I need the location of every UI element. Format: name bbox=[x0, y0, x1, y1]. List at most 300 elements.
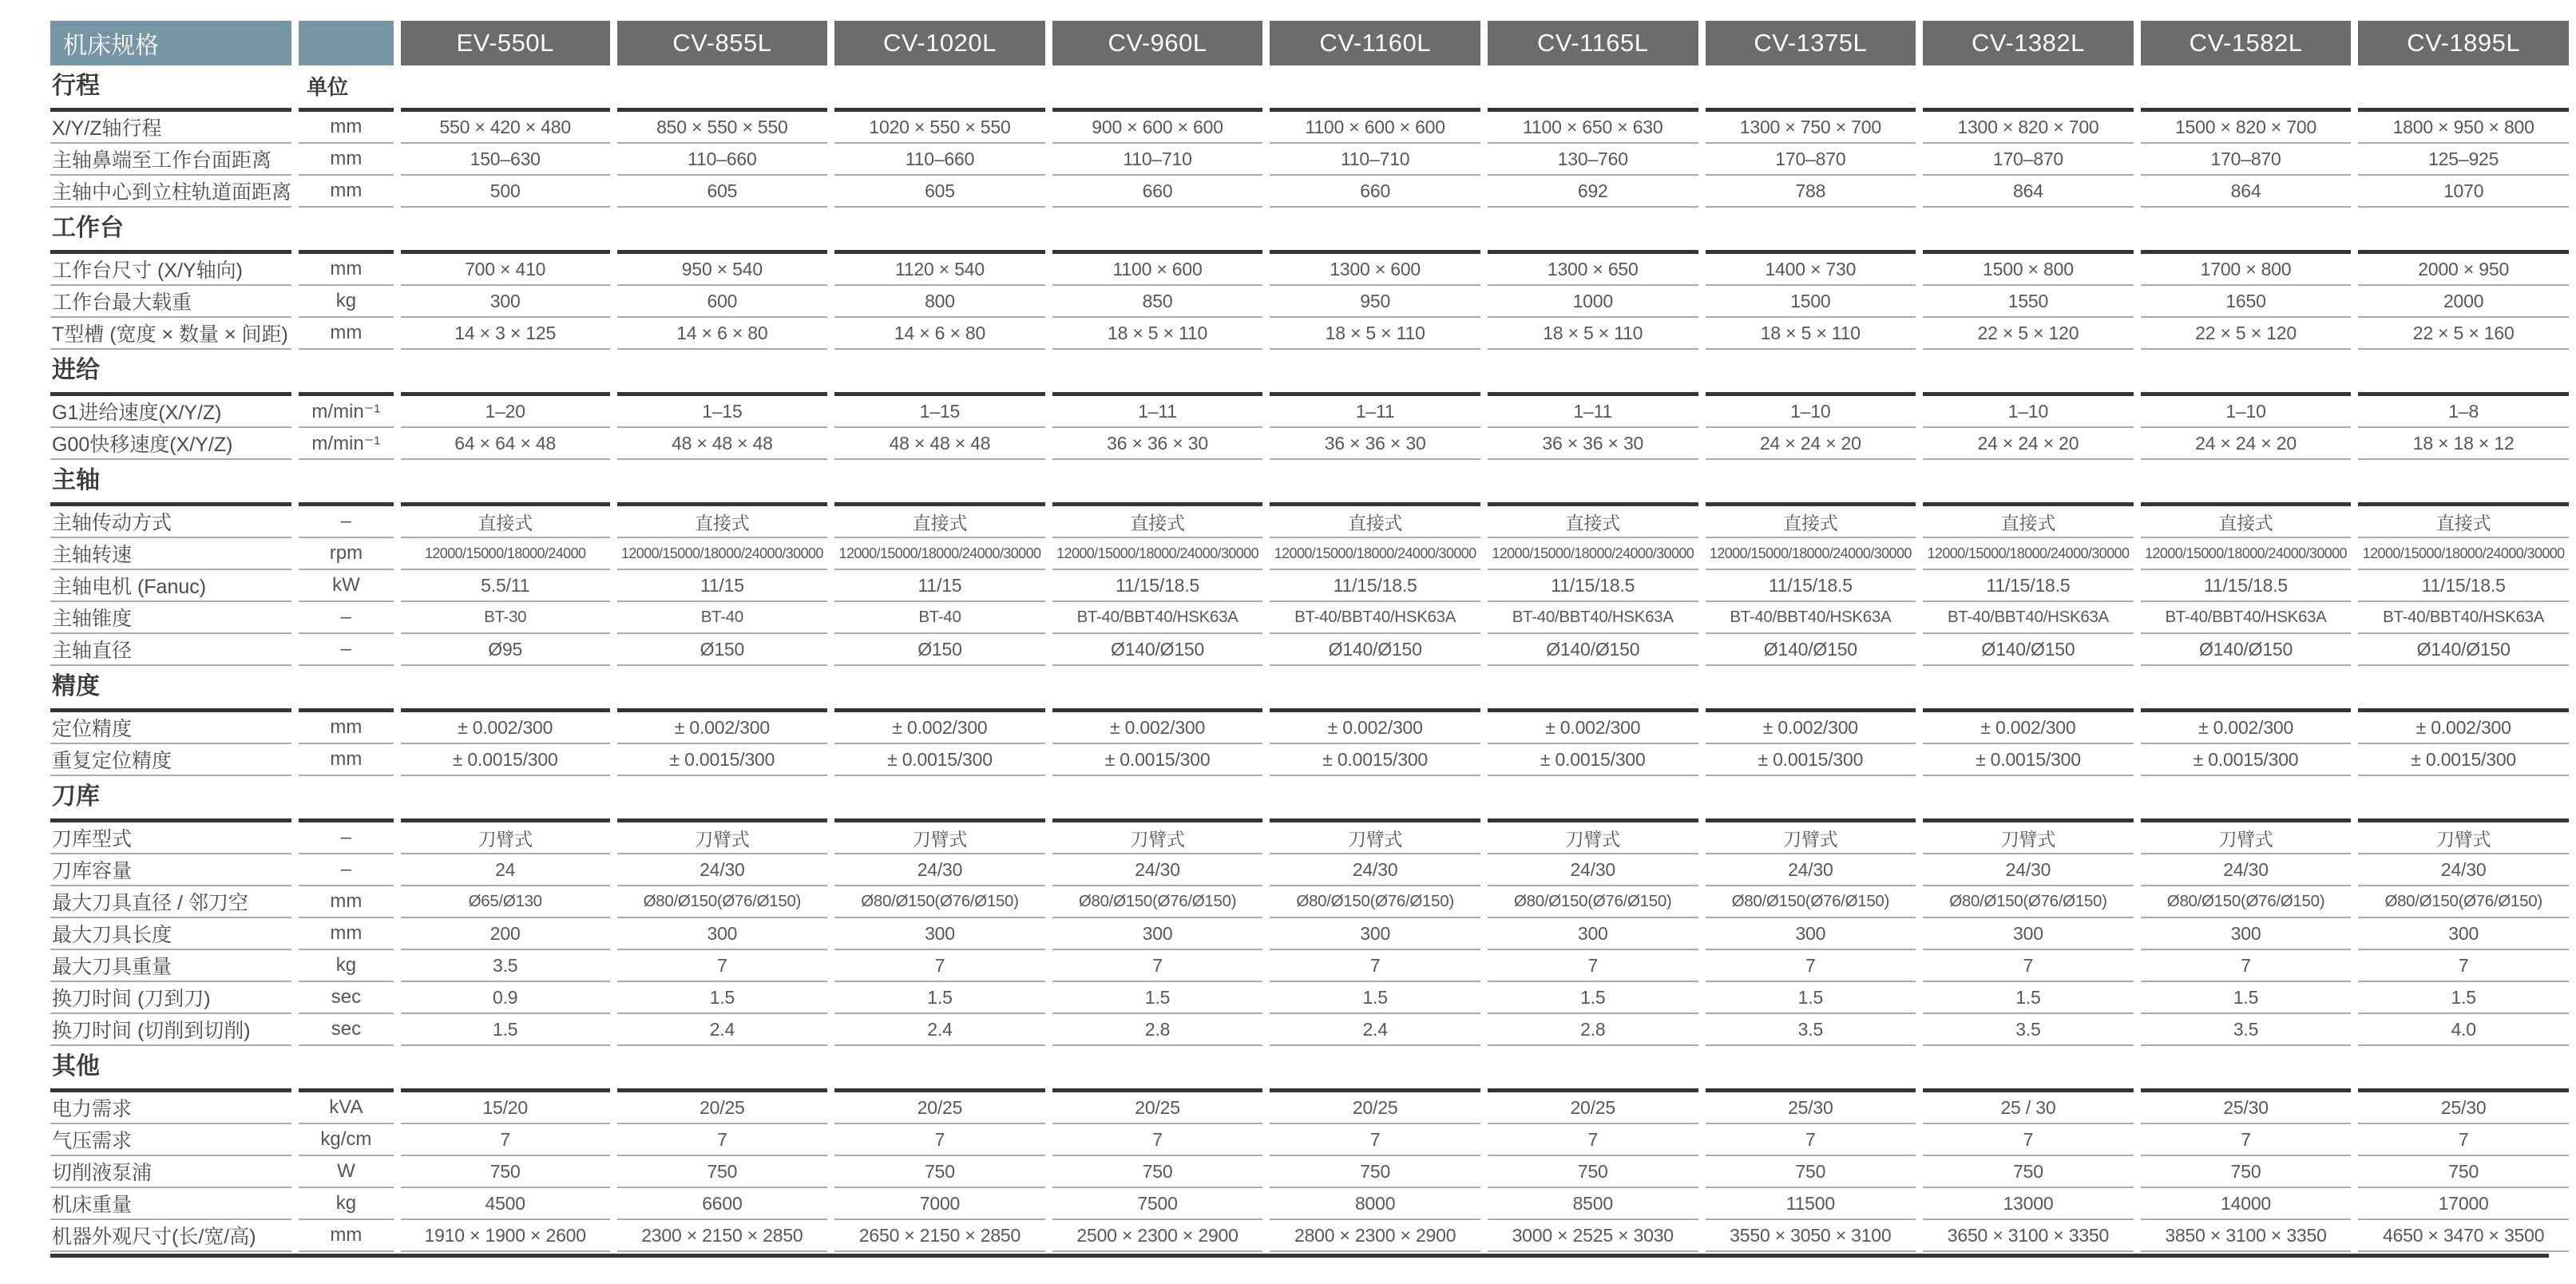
spec-row bbox=[50, 286, 2569, 318]
section bbox=[50, 460, 2569, 666]
spec-value: 110–710 bbox=[1052, 144, 1263, 176]
row-unit: sec bbox=[299, 1014, 394, 1046]
spec-value: 24 bbox=[401, 854, 610, 886]
spec-value: ± 0.002/300 bbox=[2141, 712, 2352, 744]
spec-value: 1120 × 540 bbox=[834, 254, 1045, 286]
section-rule-segment bbox=[401, 1046, 610, 1092]
section-title-row bbox=[50, 65, 2569, 112]
spec-value: 7 bbox=[2141, 950, 2352, 982]
unit-column-header-cell bbox=[299, 21, 394, 65]
spec-value: 12000/15000/18000/24000/30000 bbox=[1488, 538, 1698, 570]
spec-value: 110–660 bbox=[617, 144, 828, 176]
spec-value: 11/15/18.5 bbox=[2141, 570, 2352, 602]
spec-value: 300 bbox=[1488, 918, 1698, 950]
spec-row bbox=[50, 254, 2569, 286]
spec-value: 130–760 bbox=[1488, 144, 1698, 176]
spec-value: 36 × 36 × 30 bbox=[1052, 428, 1263, 460]
spec-value: 660 bbox=[1270, 176, 1480, 208]
spec-value: 11/15 bbox=[834, 570, 1045, 602]
spec-row bbox=[50, 506, 2569, 538]
spec-value: Ø80/Ø150(Ø76/Ø150) bbox=[1923, 886, 2134, 918]
spec-row bbox=[50, 822, 2569, 854]
section-rule-segment bbox=[2358, 666, 2569, 712]
spec-value: 17000 bbox=[2358, 1188, 2569, 1220]
section bbox=[50, 65, 2569, 208]
row-unit: – bbox=[299, 634, 394, 666]
section-rule-segment bbox=[2358, 1046, 2569, 1092]
spec-value: 2.8 bbox=[1488, 1014, 1698, 1046]
row-label: 主轴中心到立柱轨道面距离 bbox=[50, 176, 291, 208]
spec-row bbox=[50, 1092, 2569, 1124]
spec-value: ± 0.0015/300 bbox=[2141, 744, 2352, 776]
spec-row bbox=[50, 950, 2569, 982]
spec-value: 3850 × 3100 × 3350 bbox=[2141, 1220, 2352, 1252]
spec-value: Ø80/Ø150(Ø76/Ø150) bbox=[1270, 886, 1480, 918]
spec-value: 1800 × 950 × 800 bbox=[2358, 112, 2569, 144]
section-title: 精度 bbox=[50, 666, 291, 712]
spec-value: 125–925 bbox=[2358, 144, 2569, 176]
header-row bbox=[50, 21, 2569, 65]
section-rule-segment bbox=[1706, 776, 1916, 822]
spec-value: 300 bbox=[834, 918, 1045, 950]
spec-value: 170–870 bbox=[1706, 144, 1916, 176]
spec-value: 4650 × 3470 × 3500 bbox=[2358, 1220, 2569, 1252]
spec-value: 刀臂式 bbox=[617, 822, 828, 854]
row-unit: kg bbox=[299, 286, 394, 318]
section-rule-segment bbox=[1052, 350, 1263, 396]
spec-value: 2650 × 2150 × 2850 bbox=[834, 1220, 1045, 1252]
spec-value: 1700 × 800 bbox=[2141, 254, 2352, 286]
section-title-row bbox=[50, 776, 2569, 822]
spec-value: 13000 bbox=[1923, 1188, 2134, 1220]
table-bottom-rule bbox=[50, 1254, 2549, 1258]
spec-value: 8500 bbox=[1488, 1188, 1698, 1220]
spec-value: ± 0.0015/300 bbox=[617, 744, 828, 776]
spec-value: Ø140/Ø150 bbox=[1488, 634, 1698, 666]
spec-value: 3.5 bbox=[401, 950, 610, 982]
spec-value: BT-40 bbox=[834, 602, 1045, 634]
spec-value: 864 bbox=[1923, 176, 2134, 208]
spec-value: 直接式 bbox=[2358, 506, 2569, 538]
section-rule-segment bbox=[1706, 1046, 1916, 1092]
spec-value: ± 0.0015/300 bbox=[1488, 744, 1698, 776]
spec-value: 刀臂式 bbox=[1270, 822, 1480, 854]
spec-value: 48 × 48 × 48 bbox=[617, 428, 828, 460]
spec-value: 1.5 bbox=[1706, 982, 1916, 1014]
spec-value: 1–10 bbox=[1923, 396, 2134, 428]
spec-value: 7 bbox=[1052, 950, 1263, 982]
spec-value: 直接式 bbox=[834, 506, 1045, 538]
spec-value: 3.5 bbox=[1923, 1014, 2134, 1046]
spec-value: 24/30 bbox=[834, 854, 1045, 886]
spec-value: 850 bbox=[1052, 286, 1263, 318]
spec-value: 1500 bbox=[1706, 286, 1916, 318]
model-header: EV-550L bbox=[401, 21, 610, 65]
row-unit: m/min⁻¹ bbox=[299, 428, 394, 460]
spec-value: 36 × 36 × 30 bbox=[1270, 428, 1480, 460]
section bbox=[50, 208, 2569, 350]
section-rule-segment bbox=[1923, 460, 2134, 506]
spec-value: 600 bbox=[617, 286, 828, 318]
spec-value: 7 bbox=[2358, 950, 2569, 982]
spec-value: 22 × 5 × 120 bbox=[2141, 318, 2352, 350]
spec-value: 950 × 540 bbox=[617, 254, 828, 286]
row-unit: kg bbox=[299, 1188, 394, 1220]
spec-value: 7500 bbox=[1052, 1188, 1263, 1220]
spec-value: 7 bbox=[1488, 1124, 1698, 1156]
section-rule-segment bbox=[1706, 65, 1916, 112]
spec-value: 110–710 bbox=[1270, 144, 1480, 176]
spec-row bbox=[50, 1124, 2569, 1156]
spec-value: 3550 × 3050 × 3100 bbox=[1706, 1220, 1916, 1252]
section-title-row bbox=[50, 460, 2569, 506]
spec-value: BT-40/BBT40/HSK63A bbox=[1706, 602, 1916, 634]
spec-value: 788 bbox=[1706, 176, 1916, 208]
model-header: CV-1382L bbox=[1923, 21, 2134, 65]
section-rule-segment bbox=[2141, 776, 2352, 822]
row-label: 换刀时间 (刀到刀) bbox=[50, 982, 291, 1014]
spec-value: 刀臂式 bbox=[1488, 822, 1698, 854]
section-rule-segment bbox=[1052, 208, 1263, 254]
spec-value: 1100 × 600 × 600 bbox=[1270, 112, 1480, 144]
spec-value: 1500 × 800 bbox=[1923, 254, 2134, 286]
spec-value: 1–8 bbox=[2358, 396, 2569, 428]
spec-value: 1500 × 820 × 700 bbox=[2141, 112, 2352, 144]
section-rule-segment bbox=[1270, 666, 1480, 712]
spec-value: 1.5 bbox=[1923, 982, 2134, 1014]
spec-row bbox=[50, 602, 2569, 634]
unit-header bbox=[299, 460, 394, 506]
section-rule-segment bbox=[401, 776, 610, 822]
section-rule-segment bbox=[1488, 460, 1698, 506]
spec-row bbox=[50, 854, 2569, 886]
spec-value: 刀臂式 bbox=[401, 822, 610, 854]
unit-header: 单位 bbox=[299, 65, 394, 112]
row-label: 电力需求 bbox=[50, 1092, 291, 1124]
row-label: 定位精度 bbox=[50, 712, 291, 744]
spec-value: 1–10 bbox=[2141, 396, 2352, 428]
spec-value: Ø150 bbox=[834, 634, 1045, 666]
section-rule-segment bbox=[1706, 350, 1916, 396]
spec-value: BT-40/BBT40/HSK63A bbox=[1488, 602, 1698, 634]
spec-value: 18 × 5 × 110 bbox=[1706, 318, 1916, 350]
section-title-row bbox=[50, 666, 2569, 712]
row-label: 主轴直径 bbox=[50, 634, 291, 666]
spec-value: 300 bbox=[617, 918, 828, 950]
spec-value: 300 bbox=[1706, 918, 1916, 950]
spec-value: Ø80/Ø150(Ø76/Ø150) bbox=[2358, 886, 2569, 918]
spec-value: BT-40/BBT40/HSK63A bbox=[1052, 602, 1263, 634]
row-unit: W bbox=[299, 1156, 394, 1188]
spec-value: 750 bbox=[1270, 1156, 1480, 1188]
spec-value: 750 bbox=[1706, 1156, 1916, 1188]
spec-value: 25/30 bbox=[2358, 1092, 2569, 1124]
row-unit: – bbox=[299, 822, 394, 854]
spec-value: 750 bbox=[834, 1156, 1045, 1188]
spec-value: Ø95 bbox=[401, 634, 610, 666]
row-unit: mm bbox=[299, 318, 394, 350]
row-unit: rpm bbox=[299, 538, 394, 570]
spec-value: 1–15 bbox=[617, 396, 828, 428]
section-rule-segment bbox=[834, 1046, 1045, 1092]
section-rule-segment bbox=[834, 350, 1045, 396]
spec-value: 300 bbox=[1052, 918, 1263, 950]
spec-row bbox=[50, 144, 2569, 176]
row-unit: mm bbox=[299, 176, 394, 208]
section-rule-segment bbox=[1052, 65, 1263, 112]
table-title: 机床规格 bbox=[50, 21, 291, 65]
section-rule-segment bbox=[1270, 1046, 1480, 1092]
spec-value: 22 × 5 × 120 bbox=[1923, 318, 2134, 350]
spec-value: 11/15/18.5 bbox=[1052, 570, 1263, 602]
section-title: 进给 bbox=[50, 350, 291, 396]
spec-value: 7 bbox=[1923, 950, 2134, 982]
spec-value: 7 bbox=[2358, 1124, 2569, 1156]
spec-value: 直接式 bbox=[1488, 506, 1698, 538]
spec-value: ± 0.0015/300 bbox=[2358, 744, 2569, 776]
section-rule-segment bbox=[1923, 1046, 2134, 1092]
spec-value: ± 0.0015/300 bbox=[834, 744, 1045, 776]
spec-value: 850 × 550 × 550 bbox=[617, 112, 828, 144]
model-header: CV-960L bbox=[1052, 21, 1263, 65]
spec-row bbox=[50, 744, 2569, 776]
spec-row bbox=[50, 428, 2569, 460]
spec-value: 750 bbox=[401, 1156, 610, 1188]
spec-value: 18 × 18 × 12 bbox=[2358, 428, 2569, 460]
spec-value: 7 bbox=[834, 950, 1045, 982]
row-label: 主轴鼻端至工作台面距离 bbox=[50, 144, 291, 176]
spec-value: Ø140/Ø150 bbox=[1270, 634, 1480, 666]
spec-value: 3650 × 3100 × 3350 bbox=[1923, 1220, 2134, 1252]
spec-value: 0.9 bbox=[401, 982, 610, 1014]
spec-table bbox=[43, 21, 2576, 1252]
row-unit: m/min⁻¹ bbox=[299, 396, 394, 428]
spec-value: 2.4 bbox=[834, 1014, 1045, 1046]
section-rule-segment bbox=[1052, 1046, 1263, 1092]
section-rule-segment bbox=[1488, 776, 1698, 822]
spec-value: 24/30 bbox=[1923, 854, 2134, 886]
row-label: 主轴传动方式 bbox=[50, 506, 291, 538]
section-rule-segment bbox=[1488, 666, 1698, 712]
spec-value: 7 bbox=[2141, 1124, 2352, 1156]
spec-value: 1.5 bbox=[1052, 982, 1263, 1014]
spec-value: 700 × 410 bbox=[401, 254, 610, 286]
section-rule-segment bbox=[2141, 460, 2352, 506]
section-rule-segment bbox=[2141, 208, 2352, 254]
spec-value: 7 bbox=[617, 950, 828, 982]
spec-value: 7 bbox=[1706, 1124, 1916, 1156]
spec-row bbox=[50, 318, 2569, 350]
spec-value: 750 bbox=[617, 1156, 828, 1188]
spec-value: 24 × 24 × 20 bbox=[1923, 428, 2134, 460]
spec-value: 11/15/18.5 bbox=[1923, 570, 2134, 602]
row-label: 主轴锥度 bbox=[50, 602, 291, 634]
spec-value: 6600 bbox=[617, 1188, 828, 1220]
section-rule-segment bbox=[2141, 65, 2352, 112]
spec-value: 1.5 bbox=[617, 982, 828, 1014]
spec-row bbox=[50, 634, 2569, 666]
row-label: 重复定位精度 bbox=[50, 744, 291, 776]
section-rule-segment bbox=[617, 1046, 828, 1092]
section-rule-segment bbox=[2141, 666, 2352, 712]
spec-value: 14000 bbox=[2141, 1188, 2352, 1220]
spec-value: ± 0.002/300 bbox=[1052, 712, 1263, 744]
spec-value: 11/15 bbox=[617, 570, 828, 602]
spec-value: 950 bbox=[1270, 286, 1480, 318]
row-unit: mm bbox=[299, 112, 394, 144]
row-label: 最大刀具长度 bbox=[50, 918, 291, 950]
spec-row bbox=[50, 538, 2569, 570]
spec-value: 3000 × 2525 × 3030 bbox=[1488, 1220, 1698, 1252]
spec-value: 12000/15000/18000/24000/30000 bbox=[2141, 538, 2352, 570]
section-rule-segment bbox=[834, 460, 1045, 506]
spec-value: 750 bbox=[1923, 1156, 2134, 1188]
unit-header bbox=[299, 776, 394, 822]
row-label: 刀库容量 bbox=[50, 854, 291, 886]
section-rule-segment bbox=[401, 666, 610, 712]
spec-value: Ø80/Ø150(Ø76/Ø150) bbox=[617, 886, 828, 918]
spec-value: 1–11 bbox=[1052, 396, 1263, 428]
section-rule-segment bbox=[1706, 208, 1916, 254]
spec-value: 14 × 6 × 80 bbox=[617, 318, 828, 350]
spec-value: Ø140/Ø150 bbox=[1923, 634, 2134, 666]
model-header: CV-1020L bbox=[834, 21, 1045, 65]
spec-value: 1020 × 550 × 550 bbox=[834, 112, 1045, 144]
spec-value: 605 bbox=[617, 176, 828, 208]
unit-header bbox=[299, 1046, 394, 1092]
spec-value: 22 × 5 × 160 bbox=[2358, 318, 2569, 350]
row-label: 机床重量 bbox=[50, 1188, 291, 1220]
spec-value: Ø80/Ø150(Ø76/Ø150) bbox=[1052, 886, 1263, 918]
spec-value: 150–630 bbox=[401, 144, 610, 176]
spec-value: 300 bbox=[2358, 918, 2569, 950]
section-rule-segment bbox=[1488, 1046, 1698, 1092]
spec-value: 直接式 bbox=[2141, 506, 2352, 538]
row-label: G1进给速度(X/Y/Z) bbox=[50, 396, 291, 428]
spec-value: 12000/15000/18000/24000 bbox=[401, 538, 610, 570]
spec-value: 1–11 bbox=[1488, 396, 1698, 428]
model-header: CV-1582L bbox=[2141, 21, 2352, 65]
spec-value: 2500 × 2300 × 2900 bbox=[1052, 1220, 1263, 1252]
section-rule-segment bbox=[834, 666, 1045, 712]
section-rule-segment bbox=[1270, 350, 1480, 396]
spec-value: 1.5 bbox=[401, 1014, 610, 1046]
spec-value: 14 × 3 × 125 bbox=[401, 318, 610, 350]
section-rule-segment bbox=[2141, 350, 2352, 396]
section-title-row bbox=[50, 350, 2569, 396]
section-rule-segment bbox=[1923, 65, 2134, 112]
spec-value: 14 × 6 × 80 bbox=[834, 318, 1045, 350]
spec-value: 20/25 bbox=[834, 1092, 1045, 1124]
row-label: 最大刀具直径 / 邻刀空 bbox=[50, 886, 291, 918]
spec-value: 2.8 bbox=[1052, 1014, 1263, 1046]
spec-value: ± 0.0015/300 bbox=[401, 744, 610, 776]
section-rule-segment bbox=[1923, 208, 2134, 254]
section-rule-segment bbox=[1052, 460, 1263, 506]
spec-value: 7 bbox=[1052, 1124, 1263, 1156]
spec-value: 24/30 bbox=[1706, 854, 1916, 886]
section bbox=[50, 1046, 2569, 1252]
row-unit: mm bbox=[299, 744, 394, 776]
spec-value: 刀臂式 bbox=[1706, 822, 1916, 854]
section-rule-segment bbox=[834, 65, 1045, 112]
spec-row bbox=[50, 1220, 2569, 1252]
row-unit: mm bbox=[299, 254, 394, 286]
spec-value: 1650 bbox=[2141, 286, 2352, 318]
row-label: 换刀时间 (切削到切削) bbox=[50, 1014, 291, 1046]
spec-value: 550 × 420 × 480 bbox=[401, 112, 610, 144]
spec-value: 18 × 5 × 110 bbox=[1488, 318, 1698, 350]
spec-value: 1–10 bbox=[1706, 396, 1916, 428]
row-unit: mm bbox=[299, 918, 394, 950]
section-title: 工作台 bbox=[50, 208, 291, 254]
row-unit: kW bbox=[299, 570, 394, 602]
spec-value: 12000/15000/18000/24000/30000 bbox=[2358, 538, 2569, 570]
section-rule-segment bbox=[2358, 460, 2569, 506]
section-rule-segment bbox=[617, 65, 828, 112]
spec-value: ± 0.002/300 bbox=[617, 712, 828, 744]
spec-value: 1.5 bbox=[834, 982, 1045, 1014]
section-rule-segment bbox=[401, 350, 610, 396]
row-label: 切削液泵浦 bbox=[50, 1156, 291, 1188]
row-label: X/Y/Z轴行程 bbox=[50, 112, 291, 144]
spec-value: 7 bbox=[1270, 1124, 1480, 1156]
model-header: CV-1160L bbox=[1270, 21, 1480, 65]
spec-value: 12000/15000/18000/24000/30000 bbox=[834, 538, 1045, 570]
section-rule-segment bbox=[401, 65, 610, 112]
row-label: 最大刀具重量 bbox=[50, 950, 291, 982]
spec-value: 7 bbox=[1923, 1124, 2134, 1156]
spec-value: 5.5/11 bbox=[401, 570, 610, 602]
section-rule-segment bbox=[1923, 350, 2134, 396]
spec-value: 24/30 bbox=[1270, 854, 1480, 886]
spec-value: 1100 × 650 × 630 bbox=[1488, 112, 1698, 144]
row-unit: mm bbox=[299, 1220, 394, 1252]
model-header: CV-855L bbox=[617, 21, 828, 65]
spec-value: 2800 × 2300 × 2900 bbox=[1270, 1220, 1480, 1252]
spec-row bbox=[50, 396, 2569, 428]
model-header: CV-1895L bbox=[2358, 21, 2569, 65]
section-rule-segment bbox=[617, 460, 828, 506]
spec-value: 1070 bbox=[2358, 176, 2569, 208]
spec-value: 12000/15000/18000/24000/30000 bbox=[1052, 538, 1263, 570]
row-unit: kg/cm bbox=[299, 1124, 394, 1156]
spec-value: 刀臂式 bbox=[2358, 822, 2569, 854]
spec-value: 刀臂式 bbox=[834, 822, 1045, 854]
spec-value: 170–870 bbox=[2141, 144, 2352, 176]
spec-value: 750 bbox=[2358, 1156, 2569, 1188]
spec-value: 900 × 600 × 600 bbox=[1052, 112, 1263, 144]
section-title: 刀库 bbox=[50, 776, 291, 822]
spec-value: 48 × 48 × 48 bbox=[834, 428, 1045, 460]
spec-value: 1300 × 820 × 700 bbox=[1923, 112, 2134, 144]
spec-value: 11/15/18.5 bbox=[1488, 570, 1698, 602]
section-rule-segment bbox=[401, 208, 610, 254]
section-rule-segment bbox=[1488, 350, 1698, 396]
spec-value: 直接式 bbox=[617, 506, 828, 538]
section-rule-segment bbox=[2358, 65, 2569, 112]
spec-value: 1400 × 730 bbox=[1706, 254, 1916, 286]
spec-value: 7 bbox=[834, 1124, 1045, 1156]
spec-value: 7 bbox=[401, 1124, 610, 1156]
spec-value: 直接式 bbox=[1923, 506, 2134, 538]
unit-header bbox=[299, 208, 394, 254]
spec-value: Ø80/Ø150(Ø76/Ø150) bbox=[834, 886, 1045, 918]
spec-value: 7000 bbox=[834, 1188, 1045, 1220]
row-unit: mm bbox=[299, 712, 394, 744]
row-unit: mm bbox=[299, 144, 394, 176]
spec-value: 24/30 bbox=[1052, 854, 1263, 886]
